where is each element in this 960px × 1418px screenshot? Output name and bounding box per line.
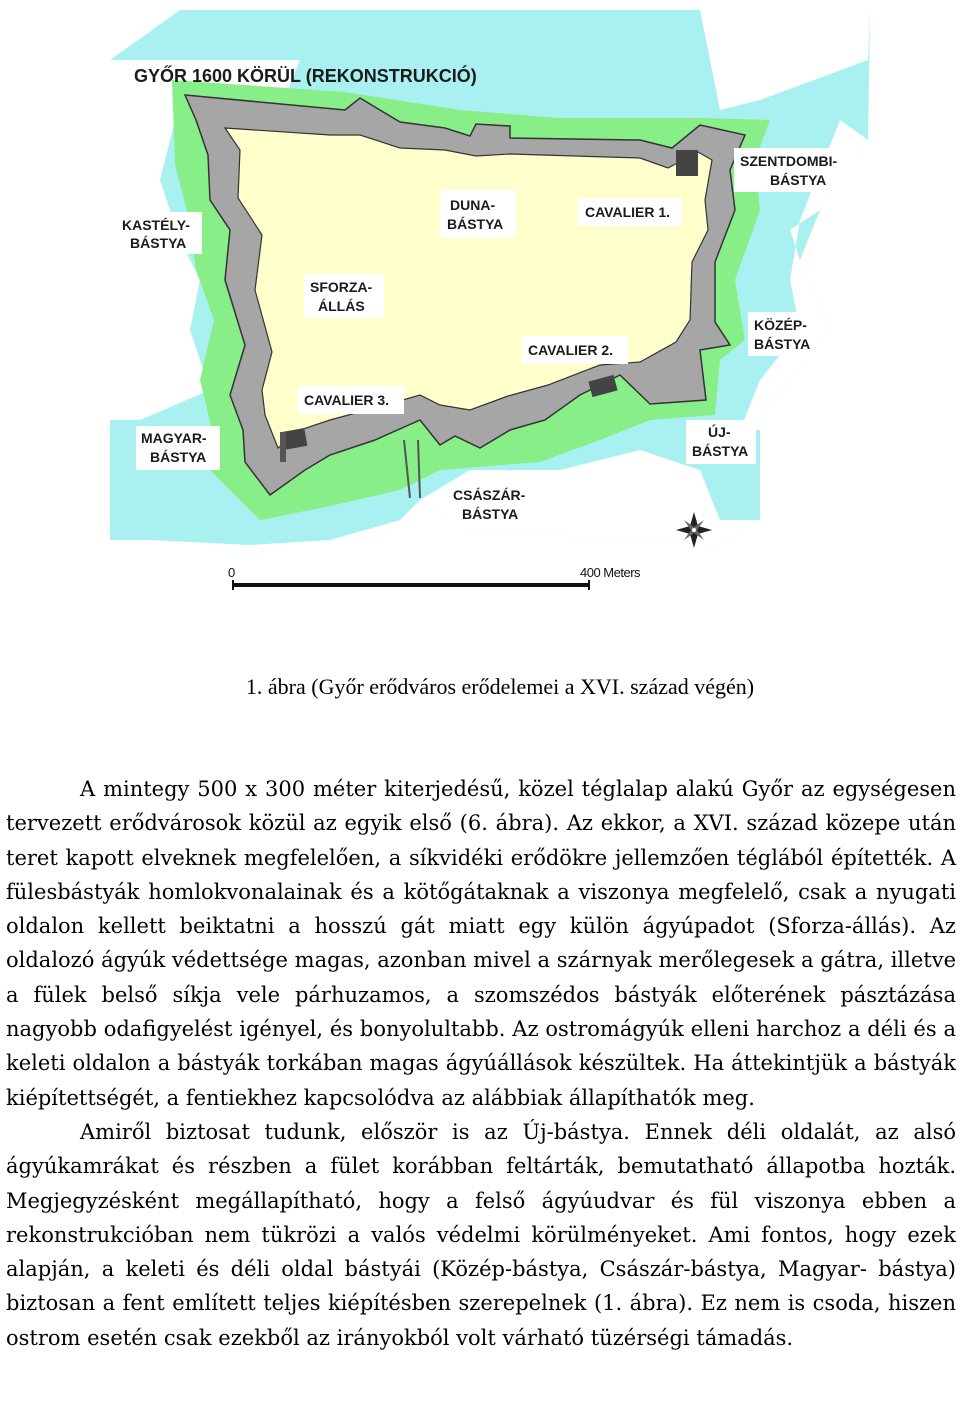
svg-text:ÚJ-: ÚJ-: [708, 424, 731, 440]
label-szentdombi-bastya: [734, 148, 852, 192]
fortress-map: [0, 0, 960, 600]
magyar-block: [280, 432, 286, 462]
map-title: GYŐR 1600 KÖRÜL (REKONSTRUKCIÓ): [134, 66, 477, 86]
svg-text:KASTÉLY-: KASTÉLY-: [122, 217, 190, 233]
p1-line-11: fentiekhez kapcsolódva az alábbiak állapíthatók meg.: [185, 1085, 755, 1110]
p2-line-8: támadás.: [696, 1325, 794, 1350]
p2-line-6: bástya) biztosan a fent említett teljes kiépítésben szerepelnek (1. ábra). Ez nem is: [6, 1257, 956, 1316]
svg-text:DUNA-: DUNA-: [450, 197, 496, 213]
p1-line-10: torkában magas ágyúállások készültek. Ha áttekintjük a bástyák kiépítettségét, a: [6, 1051, 956, 1110]
svg-text:ÁLLÁS: ÁLLÁS: [318, 298, 365, 314]
p2-line-7: csoda, hiszen ostrom esetén csak ezekből az irányokból volt várható tüzérségi: [6, 1291, 956, 1350]
scale-end-label: 400 Meters: [580, 565, 641, 580]
p2-line-1: Amiről biztosat tudunk, először is az Új-bástya. Ennek déli oldalát, az alsó: [80, 1119, 956, 1144]
fortress-map-svg: [0, 0, 960, 600]
body-text: [6, 772, 956, 1355]
label-magyar-bastya: [136, 426, 220, 470]
label-duna-bastya: [440, 190, 516, 238]
svg-text:CAVALIER 1.: CAVALIER 1.: [585, 204, 671, 220]
svg-text:KÖZÉP-: KÖZÉP-: [754, 317, 807, 333]
p1-line-5: viszonya megfelelő, csak a nyugati oldalon kellett beiktatni a hosszú gát miatt egy: [6, 879, 956, 939]
p2-line-5: ezek alapján, a keleti és déli oldal bástyái (Közép-bástya, Császár-bástya, Magyar-: [6, 1222, 956, 1282]
svg-text:BÁSTYA: BÁSTYA: [150, 449, 207, 465]
svg-text:BÁSTYA: BÁSTYA: [447, 216, 504, 232]
svg-text:BÁSTYA: BÁSTYA: [462, 506, 519, 522]
label-sforza-allas: [304, 274, 384, 318]
svg-text:SFORZA-: SFORZA-: [310, 279, 373, 295]
p2-line-2: ágyúkamrákat és részben a fület korábban feltárták, bemutatható állapotba hozták.: [6, 1154, 956, 1179]
paragraph-2: [6, 1115, 956, 1355]
svg-text:CAVALIER 2.: CAVALIER 2.: [528, 342, 614, 358]
p1-line-1: A mintegy 500 x 300 méter kiterjedésű, közel téglalap alakú Győr az: [80, 777, 825, 801]
p1-line-4: jellemzően téglából építették. A fülesbástyák homlokvonalainak és a kötőgátaknak a: [6, 845, 956, 904]
label-csaszar-bastya: [448, 484, 538, 528]
label-cavalier-3: [298, 386, 404, 414]
p1-line-3: század közepe után teret kapott elveknek megfelelően, a síkvidéki erődökre: [6, 811, 956, 870]
p1-line-7: a szárnyak merőlegesek a gátra, illetve a fülek belső síkja vele párhuzamos, a: [6, 948, 956, 1007]
p2-line-4: rekonstrukcióban nem tükrözi a valós védelmi körülményeket. Ami fontos, hogy: [6, 1222, 897, 1247]
label-cavalier-2: [522, 336, 628, 364]
svg-text:SZENTDOMBI-: SZENTDOMBI-: [740, 153, 838, 169]
cavalier-1-block: [676, 150, 698, 176]
label-cavalier-1: [578, 198, 682, 226]
svg-text:BÁSTYA: BÁSTYA: [770, 172, 827, 188]
svg-text:CAVALIER 3.: CAVALIER 3.: [304, 392, 390, 408]
figure-caption: [0, 674, 960, 700]
svg-text:BÁSTYA: BÁSTYA: [692, 443, 749, 459]
label-uj-bastya: [686, 420, 756, 464]
paragraph-1: [6, 772, 956, 1115]
label-kastely-bastya: [116, 212, 202, 254]
svg-text:BÁSTYA: BÁSTYA: [130, 235, 187, 251]
p2-line-3: Megjegyzésként megállapítható, hogy a felső ágyúudvar és fül viszonya ebben a: [6, 1188, 956, 1213]
p1-line-9: bonyolultabb. Az ostromágyúk elleni harchoz a déli és a keleti oldalon a bástyák: [6, 1017, 956, 1076]
p1-line-6: külön ágyúpadot (Sforza-állás). Az oldalozó ágyúk védettsége magas, azonban mivel: [6, 914, 956, 973]
p1-line-2: egységesen tervezett erődvárosok közül az egyik első (6. ábra). Az ekkor, a XVI.: [6, 777, 956, 836]
label-kozep-bastya: [748, 312, 820, 356]
svg-text:MAGYAR-: MAGYAR-: [141, 430, 207, 446]
svg-text:CSÁSZÁR-: CSÁSZÁR-: [453, 487, 526, 503]
svg-text:BÁSTYA: BÁSTYA: [754, 336, 811, 352]
p1-line-8: szomszédos bástyák előterének pásztázása nagyobb odafigyelést igényel, és: [6, 982, 956, 1042]
scale-bar: [228, 565, 641, 590]
scale-start-label: 0: [228, 565, 235, 580]
figure-caption-text: 1. ábra (Győr erődváros erődelemei a XVI. század végén): [245, 674, 755, 699]
